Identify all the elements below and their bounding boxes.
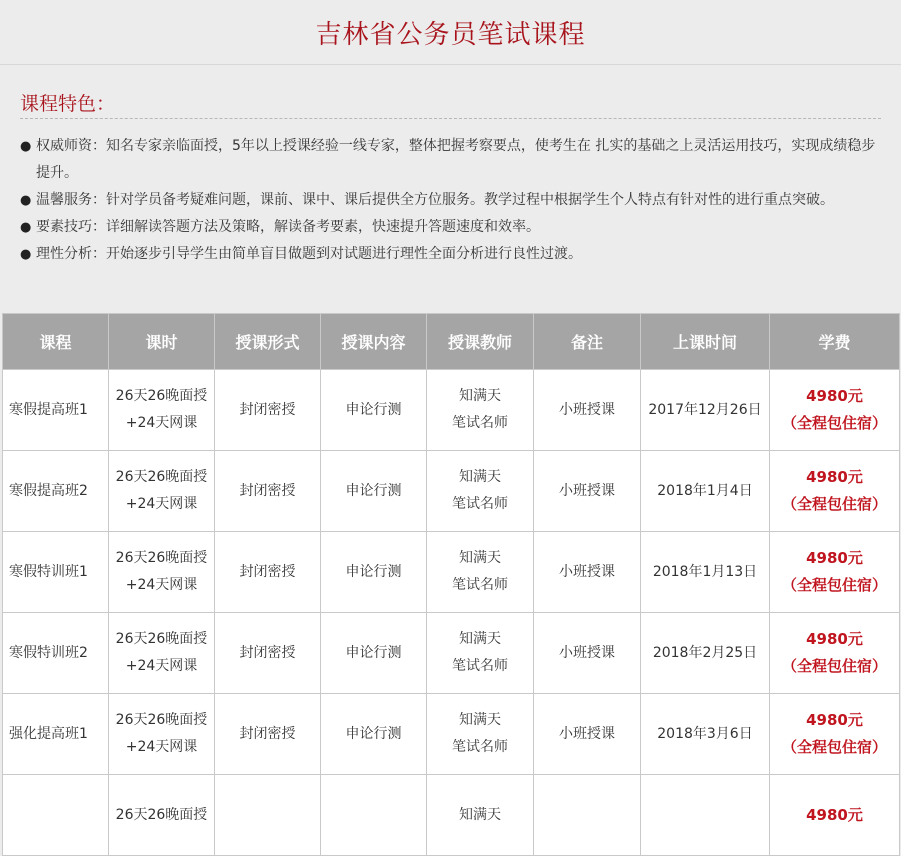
features-title: 课程特色：: [20, 89, 881, 119]
form-text: 封闭密授: [239, 482, 296, 499]
date-text: 2018年2月25日: [652, 644, 758, 661]
fee-note: （全程包住宿）: [781, 738, 887, 756]
content-text: 申论行测: [345, 725, 402, 742]
note-cell: [534, 775, 641, 856]
note-cell: [534, 694, 641, 775]
header-form: 授课形式: [215, 314, 321, 370]
table-row: [3, 451, 900, 532]
fee-amount: 4980元: [806, 549, 863, 567]
header-fee: 学费: [770, 314, 900, 370]
hours-line1: 26天26晚面授: [115, 806, 208, 823]
course-name: 寒假提高班2: [9, 482, 88, 499]
teacher-line2: 笔试名师: [452, 496, 508, 512]
date-cell: [641, 694, 770, 775]
hours-line1: 26天26晚面授: [115, 550, 208, 566]
date-cell: [641, 775, 770, 856]
course-name-cell: [3, 370, 109, 451]
course-name-cell: [3, 694, 109, 775]
form-cell: [215, 613, 321, 694]
table-header-row: [3, 314, 900, 370]
table-row: [3, 532, 900, 613]
bullet-icon: ●: [20, 220, 32, 235]
hours-line2: +24天网课: [125, 496, 198, 512]
date-text: 2018年3月6日: [657, 725, 753, 742]
content-cell: [321, 370, 427, 451]
content-cell: [321, 775, 427, 856]
date-cell: [641, 613, 770, 694]
hours-cell: [109, 694, 215, 775]
fee-cell: [770, 451, 900, 532]
page-title: 吉林省公务员笔试课程: [315, 19, 586, 50]
form-cell: [215, 451, 321, 532]
fee-amount: 4980元: [806, 805, 863, 824]
course-name: 寒假特训班1: [9, 563, 88, 580]
header-teacher: 授课教师: [427, 314, 534, 370]
content-text: 申论行测: [345, 482, 402, 499]
note-cell: [534, 451, 641, 532]
feature-item: [20, 133, 881, 187]
form-cell: [215, 532, 321, 613]
content-text: 申论行测: [345, 563, 402, 580]
note-text: 小班授课: [559, 563, 615, 580]
feature-text: 温馨服务：针对学员备考疑难问题，课前、课中、课后提供全方位服务。教学过程中根据学生个人特点有针对性的进行重点突破。: [36, 192, 834, 208]
hours-line1: 26天26晚面授: [115, 712, 208, 728]
form-cell: [215, 775, 321, 856]
teacher-cell: [427, 613, 534, 694]
teacher-line2: 笔试名师: [452, 658, 508, 674]
teacher-line1: 知满天: [459, 631, 501, 647]
teacher-cell: [427, 451, 534, 532]
hours-cell: [109, 775, 215, 856]
course-table: [2, 313, 900, 856]
bullet-icon: ●: [20, 247, 32, 262]
table-row: [3, 775, 900, 856]
fee-note: （全程包住宿）: [781, 576, 887, 594]
hours-cell: [109, 613, 215, 694]
content-cell: [321, 613, 427, 694]
note-cell: [534, 613, 641, 694]
teacher-cell: [427, 370, 534, 451]
fee-note: （全程包住宿）: [781, 414, 887, 432]
form-cell: [215, 694, 321, 775]
content-cell: [321, 451, 427, 532]
hours-line2: +24天网课: [125, 739, 198, 755]
fee-amount: 4980元: [806, 468, 863, 486]
hours-line2: +24天网课: [125, 415, 198, 431]
fee-note: （全程包住宿）: [781, 657, 887, 675]
teacher-line2: 笔试名师: [452, 577, 508, 593]
teacher-cell: [427, 775, 534, 856]
fee-cell: [770, 532, 900, 613]
fee-cell: [770, 613, 900, 694]
course-name: 强化提高班1: [9, 725, 88, 742]
note-text: 小班授课: [559, 725, 615, 742]
feature-text: 理性分析：开始逐步引导学生由简单盲目做题到对试题进行理性全面分析进行良性过渡。: [36, 246, 582, 262]
header-content: 授课内容: [321, 314, 427, 370]
course-features: [0, 65, 901, 268]
fee-amount: 4980元: [806, 387, 863, 405]
date-cell: [641, 451, 770, 532]
hours-line1: 26天26晚面授: [115, 388, 208, 404]
bullet-icon: ●: [20, 139, 32, 154]
header-course: 课程: [3, 314, 109, 370]
teacher-line1: 知满天: [459, 712, 501, 728]
hours-line1: 26天26晚面授: [115, 631, 208, 647]
features-list: [20, 133, 881, 268]
header-hours: 课时: [109, 314, 215, 370]
fee-cell: [770, 370, 900, 451]
teacher-cell: [427, 532, 534, 613]
header-note: 备注: [534, 314, 641, 370]
table-row: [3, 370, 900, 451]
feature-item: [20, 187, 881, 214]
course-name: 寒假提高班1: [9, 401, 88, 418]
note-text: 小班授课: [559, 644, 615, 661]
header-date: 上课时间: [641, 314, 770, 370]
table-row: [3, 694, 900, 775]
bullet-icon: ●: [20, 193, 32, 208]
feature-item: [20, 214, 881, 241]
teacher-line1: 知满天: [459, 550, 501, 566]
content-text: 申论行测: [345, 401, 402, 418]
note-text: 小班授课: [559, 482, 615, 499]
page-header: [0, 0, 901, 65]
note-cell: [534, 370, 641, 451]
hours-cell: [109, 451, 215, 532]
fee-amount: 4980元: [806, 711, 863, 729]
course-name-cell: [3, 775, 109, 856]
date-text: 2018年1月4日: [657, 482, 753, 499]
teacher-line1: 知满天: [459, 469, 501, 485]
course-name-cell: [3, 613, 109, 694]
hours-line2: +24天网课: [125, 658, 198, 674]
form-text: 封闭密授: [239, 563, 296, 580]
teacher-line1: 知满天: [459, 388, 501, 404]
hours-cell: [109, 532, 215, 613]
fee-cell: [770, 694, 900, 775]
teacher-line1: 知满天: [459, 806, 501, 823]
note-text: 小班授课: [559, 401, 615, 418]
date-cell: [641, 532, 770, 613]
course-name-cell: [3, 451, 109, 532]
hours-line2: +24天网课: [125, 577, 198, 593]
feature-text: 要素技巧：详细解读答题方法及策略，解读备考要素，快速提升答题速度和效率。: [36, 219, 540, 235]
fee-note: （全程包住宿）: [781, 495, 887, 513]
teacher-cell: [427, 694, 534, 775]
course-name-cell: [3, 532, 109, 613]
form-text: 封闭密授: [239, 644, 296, 661]
content-text: 申论行测: [345, 644, 402, 661]
hours-line1: 26天26晚面授: [115, 469, 208, 485]
hours-cell: [109, 370, 215, 451]
date-text: 2017年12月26日: [648, 401, 762, 418]
feature-item: [20, 241, 881, 268]
note-cell: [534, 532, 641, 613]
teacher-line2: 笔试名师: [452, 415, 508, 431]
form-text: 封闭密授: [239, 725, 296, 742]
table-row: [3, 613, 900, 694]
teacher-line2: 笔试名师: [452, 739, 508, 755]
content-cell: [321, 532, 427, 613]
content-cell: [321, 694, 427, 775]
date-text: 2018年1月13日: [652, 563, 758, 580]
feature-text: 权威师资：知名专家亲临面授，5年以上授课经验一线专家，整体把握考察要点，使考生在 扎实的基础之上灵活运用技巧，实现成绩稳步提升。: [36, 138, 876, 181]
form-cell: [215, 370, 321, 451]
course-name: 寒假特训班2: [9, 644, 88, 661]
form-text: 封闭密授: [239, 401, 296, 418]
fee-amount: 4980元: [806, 630, 863, 648]
date-cell: [641, 370, 770, 451]
fee-cell: [770, 775, 900, 856]
